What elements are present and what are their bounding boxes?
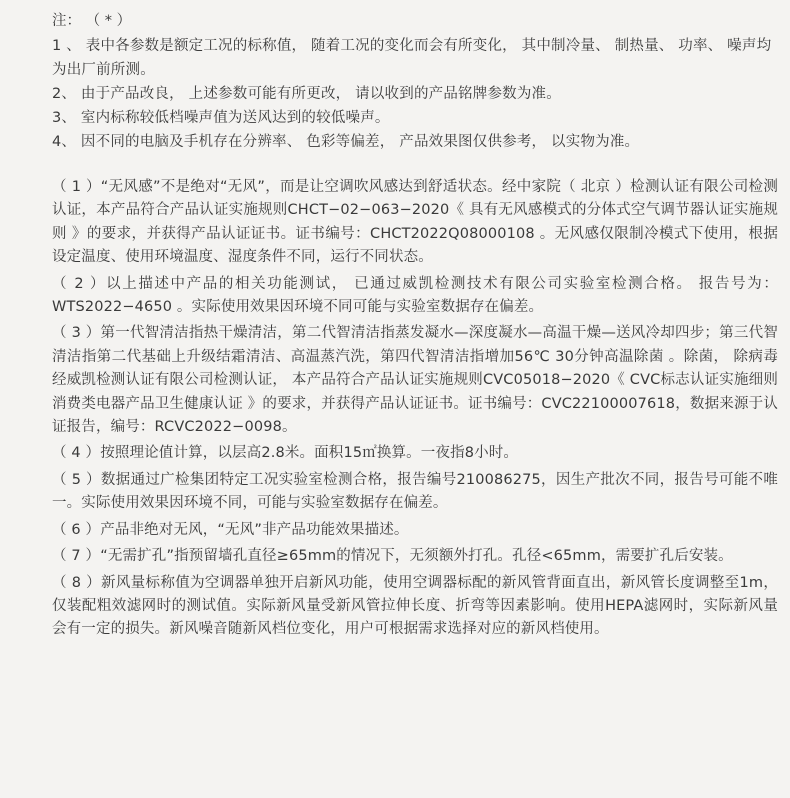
footnote-6: （ 6 ）产品非绝对无风，“无风”非产品功能效果描述。 xyxy=(52,521,409,538)
footnote-5: （ 5 ）数据通过广检集团特定工况实验室检测合格，报告编号210086275，因生产批次不同，报告号可能不唯一。实际使用效果因环境不同，可能与实验室数据存在偏差。 xyxy=(52,471,778,512)
footnote-4: （ 4 ）按照理论值计算，以层高2.8米。面积15㎡换算。一夜指8小时。 xyxy=(52,445,519,462)
section-gap xyxy=(52,154,778,176)
note-item-1: 1 、 表中各参数是额定工况的标称值， 随着工况的变化而会有所变化， 其中制冷量、 制热量、 功率、 噪声均为出厂前所测。 xyxy=(52,38,772,78)
footnote-3: （ 3 ）第一代智清洁指热干燥清洁，第二代智清洁指蒸发凝水—深度凝水—高温干燥—送风冷却四步；第三代智清洁指第二代基础上升级结霜清洁、高温蒸汽洗，第四代智清洁指增加56℃ 30分钟高温除菌 。除菌， 除病毒经威凯检测认证有限公司检测认证， 本产品符合产品认证实施规则CVC05018−2020《 CVC标志认证实施细则 消费类电器产品卫生健康认证 》的要求，并获得产品认证证书。证书编号：CVC22100007618，数据来源于认证报告，编号：RCVC2022−0098。 xyxy=(52,325,778,436)
note-item-4: 4、 因不同的电脑及手机存在分辨率、 色彩等偏差， 产品效果图仅供参考， 以实物为准。 xyxy=(52,134,640,150)
note-item-3: 3、 室内标称较低档噪声值为送风达到的较低噪声。 xyxy=(52,110,390,126)
footnote-7: （ 7 ）“无需扩孔”指预留墙孔直径≥65mm的情况下，无须额外打孔。孔径<65mm，需要扩孔后安装。 xyxy=(52,548,733,565)
spec-notes-document xyxy=(52,8,778,642)
notes-title: 注： （ * ） xyxy=(52,13,132,29)
footnote-8: （ 8 ）新风量标称值为空调器单独开启新风功能，使用空调器标配的新风管背面直出，新风管长度调整至1m，仅装配粗效滤网时的测试值。实际新风量受新风管拉伸长度、折弯等因素影响。使用HEPA滤网时，实际新风量会有一定的损失。新风噪音随新风档位变化，用户可根据需求选择对应的新风档使用。 xyxy=(52,574,778,638)
footnote-1: （ 1 ）“无风感”不是绝对“无风”，而是让空调吹风感达到舒适状态。经中家院（ 北京 ）检测认证有限公司检测认证，本产品符合产品认证实施规则CHCT−02−063−2020《 具有无风感模式的分体式空气调节器认证实施规则 》的要求，并获得产品认证证书。证书编号：CHCT2022Q08000108 。无风感仅限制冷模式下使用，根据设定温度、使用环境温度、湿度条件不同，运行不同状态。 xyxy=(52,179,778,266)
footnote-2: （ 2 ）以上描述中产品的相关功能测试， 已通过威凯检测技术有限公司实验室检测合格。 报告号为：WTS2022−4650 。实际使用效果因环境不同可能与实验室数据存在偏差。 xyxy=(52,275,778,316)
note-item-2: 2、 由于产品改良， 上述参数可能有所更改， 请以收到的产品铭牌参数为准。 xyxy=(52,86,561,102)
